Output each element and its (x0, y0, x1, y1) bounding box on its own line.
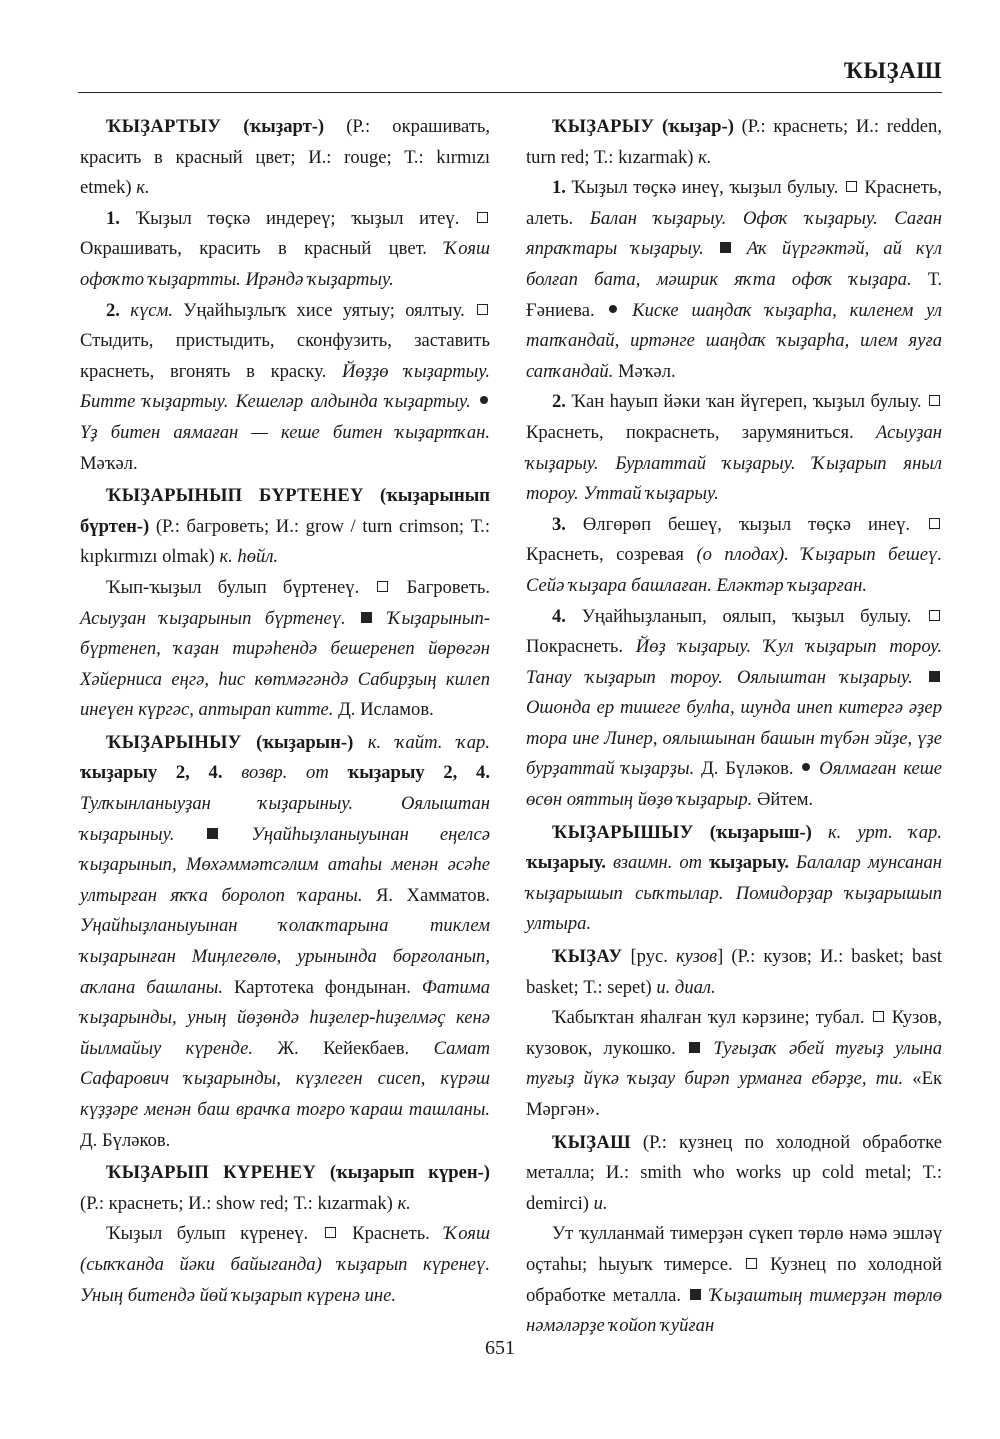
italic-text: Ҡояш (сыҡҡанда йәки байығанда) ҡыҙарып күренеү. Уның битендә йөй ҡыҙарып күренә ине. (80, 1223, 490, 1306)
text-run (704, 238, 718, 259)
text-run: Ут ҡулланмай тимерҙән сүкеп төрлө нәмә эшләү оҫтаһы; һыуыҡ тимерсе. (526, 1223, 942, 1275)
entry-heading-line (526, 942, 942, 1003)
italic-text: Ҡыҙаштың тимерҙән төрлө нәмәләрҙе ҡойоп ҡуйған (526, 1284, 943, 1337)
text-run: Уңайһыҙлыҡ хисе уятыу; оялтыу. (173, 299, 475, 321)
entry-sense (526, 1219, 942, 1341)
open-square-icon (873, 1011, 884, 1022)
italic-text: и. (593, 1192, 608, 1214)
italic-text: Аҡ йүргәктәй, ай күл болғап бата, мәшрик яҡта офоҡ ҡыҙара. (526, 238, 942, 290)
italic-text: Самат Сафарович ҡыҙарынды, күҙлеген сисеп, күрәш күҙҙәре менән баш врачҡа тоғро ҡараш ташланы. (80, 1037, 490, 1120)
entry-heading-line (80, 728, 490, 1156)
italic-text: возвр. от (241, 762, 329, 784)
open-square-icon (846, 181, 857, 192)
text-run: Стыдить, пристыдить, сконфузить, заставить краснеть, вгонять в краску. (80, 330, 490, 382)
bold-text: (ҡыҙарыш-) (709, 821, 812, 843)
text-run: Краснеть, созревая (526, 544, 697, 566)
bold-text: (ҡыҙарын-) (256, 731, 354, 753)
text-run: Ҡабыҡтан яһалған ҡул кәрзине; тубал. (552, 1007, 871, 1029)
text-run (619, 300, 632, 321)
open-square-icon (929, 610, 940, 621)
filled-square-icon (689, 1042, 700, 1053)
text-run: Ҡыҙыл төҫкә индереү; ҡыҙыл итеү. (119, 207, 475, 229)
page-number: 651 (485, 1337, 515, 1359)
text-run (329, 762, 348, 783)
italic-text: Йөҙ ҡыҙарыу. Ҡул ҡыҙарып тороу. Танау ҡыҙарып тороу. Оялыштан ҡыҙарыу. (526, 636, 943, 688)
italic-text: Ҡояш офоҡто ҡыҙартты. Ирәндә ҡыҙартыу. (80, 238, 490, 290)
headword: ҠЫҘАРЫП КҮРЕНЕҮ (106, 1162, 317, 1184)
text-run (733, 238, 747, 259)
italic-text: Асыуҙан ҡыҙарыу. Бурлаттай ҡыҙарыу. Ҡыҙарып яныл тороу. Уттай ҡыҙарыу. (526, 421, 942, 505)
bullet-icon (802, 763, 810, 771)
text-run (346, 608, 360, 629)
text-run: (Р.: окрашивать, красить в красный цвет; И.: rouge; Т.: kırmızı etmek) (80, 116, 491, 199)
text-run: Әйтем. (752, 789, 814, 811)
text-run: Д. Бүләков. (80, 1129, 171, 1151)
dictionary-entry (80, 481, 490, 726)
text-run (789, 852, 796, 873)
italic-text: Йөҙҙө ҡыҙартыу. Битте ҡыҙартыу. Кешеләр алдында ҡыҙартыу. (80, 360, 490, 413)
headword: ҠЫҘАРЫНЫУ (106, 731, 242, 753)
entry-sense (526, 602, 942, 816)
text-run (353, 732, 368, 753)
entry-sense (80, 204, 490, 296)
headword: ҠЫҘАРЫШЫУ (552, 821, 694, 843)
bold-text: ҡыҙарыу 2, 4. (80, 762, 223, 784)
filled-square-icon (207, 828, 218, 839)
dictionary-entry (526, 818, 942, 940)
italic-text: Үҙ битен аямаған — кеше битен ҡыҙартҡан. (80, 421, 490, 443)
italic-text: к. урт. ҡар. (827, 821, 942, 843)
headword: ҠЫҘАРТЫУ (106, 116, 222, 137)
entry-sense (80, 573, 490, 726)
text-run (222, 762, 241, 783)
text-run: Покраснеть. (526, 636, 636, 658)
text-run (654, 116, 662, 137)
filled-square-icon (690, 1289, 701, 1300)
dictionary-entry (526, 1128, 942, 1342)
text-run (606, 852, 613, 873)
italic-text: Балан ҡыҙарыу. Офоҡ ҡыҙарыу. Саған япраҡтары ҡыҙарыу. (526, 207, 943, 260)
italic-text: кузов (675, 946, 718, 968)
text-run: Окрашивать, красить в красный цвет. (80, 238, 445, 260)
open-square-icon (477, 304, 488, 315)
bold-text: 3. (552, 513, 566, 535)
text-run: [рус. (622, 946, 676, 968)
text-run: Я. Хамматов. (362, 884, 491, 906)
text-run: Д. Исламов. (333, 699, 434, 721)
italic-text: и. диал. (656, 976, 716, 998)
text-run: Мәҡәл. (613, 360, 676, 382)
open-square-icon (929, 518, 940, 529)
italic-text: Киске шаңдаҡ ҡыҙарһа, киленем ул тапҡандай, иртәнге шаңдаҡ ҡыҙарһа, илем яуға сапҡандай. (526, 299, 943, 382)
dictionary-entry (526, 112, 942, 816)
text-run: Краснеть, алеть. (526, 177, 942, 229)
text-run (364, 485, 380, 506)
text-run: (Р.: краснеть; И.: redden, turn red; Т.: kızarmak) (526, 116, 943, 168)
text-run: «Ек Мәргән». (526, 1068, 942, 1120)
open-square-icon (929, 395, 940, 406)
header-rule (78, 92, 942, 93)
dictionary-entry (80, 728, 490, 1156)
headword: ҠЫҘАРЫУ (552, 116, 655, 137)
text-run (702, 1038, 713, 1059)
entry-sense (526, 1003, 942, 1125)
italic-text: күсм. (130, 299, 174, 321)
text-run (316, 1162, 330, 1183)
italic-text: Туғыҙаҡ әбей туғыҙ улына туғыҙ йүкә ҡыҙау бирәп урманға ебәрҙе, ти. (526, 1037, 942, 1090)
headword: ҠЫҘАУ (552, 946, 623, 968)
italic-text: к. һөйл. (219, 546, 279, 568)
headword: ҠЫҘАРЫНЫП БҮРТЕНЕҮ (106, 485, 364, 507)
text-run: (Р.: багроветь; И.: grow / turn crimson; Т.: kıpkırmızı olmak) (80, 515, 490, 568)
text-run: Кузов, кузовок, лукошко. (526, 1007, 942, 1059)
italic-text: Тулҡынланыуҙан ҡыҙарыныу. Оялыштан ҡыҙарыныу. (80, 793, 490, 845)
entry-heading-line (80, 481, 490, 573)
bold-text: (ҡыҙарып күрен-) (329, 1162, 490, 1184)
entry-sense (526, 387, 942, 509)
text-run (374, 608, 388, 629)
dictionary-entry (80, 1158, 490, 1311)
entry-heading-line (526, 112, 942, 173)
text-run: (Р.: кузнец по холодной обработке металла; И.: smith who works up cold metal; Т.: demirci) (526, 1131, 942, 1214)
text-run (694, 822, 710, 843)
entry-heading-line (80, 1158, 490, 1219)
open-square-icon (477, 212, 488, 223)
open-square-icon (746, 1258, 757, 1269)
open-square-icon (377, 581, 388, 592)
entry-heading-line (526, 818, 942, 940)
right-column (526, 112, 942, 1344)
bold-text: (ҡыҙар-) (661, 116, 734, 137)
text-run: Ҡыҙыл булып күренеү. (106, 1223, 323, 1245)
headword: ҠЫҘАШ (552, 1131, 631, 1153)
text-run: Багроветь. (390, 576, 490, 598)
italic-text: (о плодах). Ҡыҙарып бешеү. Сейә ҡыҙара башлаған. Еләктәр ҡыҙарған. (526, 544, 942, 596)
text-run: ] (Р.: кузов; И.: basket; bast basket; Т.: sepet) (526, 946, 942, 998)
bold-text: ҡыҙарыу 2, 4. (347, 762, 490, 784)
italic-text: взаимн. от (612, 852, 703, 874)
left-column (80, 112, 490, 1313)
italic-text: Асыуҙан ҡыҙарынып бүртенеү. (80, 607, 346, 629)
text-run: (Р.: краснеть; И.: show red; Т.: kızarmak) (80, 1192, 398, 1214)
bullet-icon (609, 305, 617, 313)
text-run (120, 300, 130, 321)
italic-text: Балалар мунсанан ҡыҙарышып сыҡтылар. Помидорҙар ҡыҙарышып ултыра. (526, 852, 942, 935)
text-run (242, 732, 257, 753)
open-square-icon (325, 1227, 336, 1238)
text-run (812, 822, 828, 843)
italic-text: к. (698, 146, 712, 168)
bold-text: 1. (552, 177, 566, 199)
italic-text: Уңайһыҙланыуынан ҡолаҡтарына тиклем ҡыҙарынған Миңлегөлө, урынында борғоланып, аҡлана башланы. (80, 915, 490, 998)
entry-sense (526, 173, 942, 387)
text-run (703, 1285, 710, 1306)
text-run (220, 824, 251, 845)
bold-text: ҡыҙарыу. (709, 852, 790, 874)
bold-text: 2. (552, 391, 566, 413)
filled-square-icon (720, 242, 731, 253)
text-run (174, 824, 205, 845)
filled-square-icon (361, 612, 372, 623)
text-run: Краснеть. (337, 1223, 445, 1245)
text-run (221, 116, 243, 137)
entry-sense (526, 510, 942, 602)
bold-text: (ҡыҙарт-) (243, 116, 325, 137)
bold-text: (ҡыҙарынып бүртен-) (80, 485, 490, 537)
bullet-icon (480, 396, 488, 404)
bold-text: 1. (106, 207, 120, 229)
entry-sense (80, 296, 490, 480)
italic-text: Уңайһыҙланыуынан еңелсә ҡыҙарынып, Мөхәммәтсәлим атаһы менән әсәһе ултырған яҡҡа боролоп ҡараны. (80, 823, 490, 906)
running-head: ҠЫҘАШ (843, 58, 942, 83)
entry-heading-line (526, 1128, 942, 1220)
text-run: Д. Бүләков. (694, 758, 801, 780)
italic-text: к. (136, 177, 150, 199)
text-run: Өлгөрөп бешеү, ҡыҙыл төҫкә инеү. (565, 513, 927, 535)
bold-text: ҡыҙарыу. (526, 852, 606, 874)
text-run: Т. Ғәниева. (526, 268, 943, 321)
filled-square-icon (929, 671, 940, 682)
italic-text: к. ҡайт. ҡар. (367, 731, 490, 753)
italic-text: Ҡыҙарынып-бүртенеп, ҡаҙан тирәһендә бешеренеп йөрөгән Хәйерниса еңгә, һис көтмәгәндә Сабирҙың килеп инеүен күргәс, аптырап китте. (80, 607, 490, 721)
text-run: Картотека фондынан. (223, 976, 422, 998)
entry-heading-line (80, 112, 490, 204)
text-run: Ж. Кейекбаев. (253, 1037, 434, 1059)
text-run: Кузнец по холодной обработке металла. (526, 1253, 942, 1306)
dictionary-entry (526, 942, 942, 1126)
bold-text: 4. (552, 605, 566, 627)
italic-text: Фатима ҡыҙарынды, уның йөҙөндә һиҙелер-һиҙелмәҫ кенә йылмайыу күренде. (80, 976, 491, 1059)
bold-text: 2. (106, 299, 120, 321)
dictionary-entry (80, 112, 490, 479)
entry-sense (80, 1219, 490, 1311)
italic-text: Ошонда ер тишеге булһа, шунда инеп китергә әҙер тора ине Линер, оялышынан башын түбән эйҙе, үҙе бурҙаттай ҡыҙарҙы. (526, 697, 942, 780)
text-run: Ҡып-ҡыҙыл булып бүртенеү. (106, 576, 376, 598)
text-run: Ҡыҙыл төҫкә инеү, ҡыҙыл булыу. (565, 177, 844, 199)
text-run: Уңайһыҙланып, оялып, ҡыҙыл булыу. (565, 605, 927, 627)
text-run (471, 391, 478, 412)
text-run: Мәҡәл. (80, 452, 138, 474)
text-run (913, 667, 927, 688)
text-run: Краснеть, покраснеть, зарумяниться. (526, 421, 877, 443)
italic-text: к. (397, 1192, 411, 1214)
italic-text: Оялмаған кеше өсөн ояттың йөҙө ҡыҙарыр. (526, 758, 942, 811)
text-run: Ҡан һауып йәки ҡан йүгереп, ҡыҙыл булыу. (565, 391, 927, 413)
